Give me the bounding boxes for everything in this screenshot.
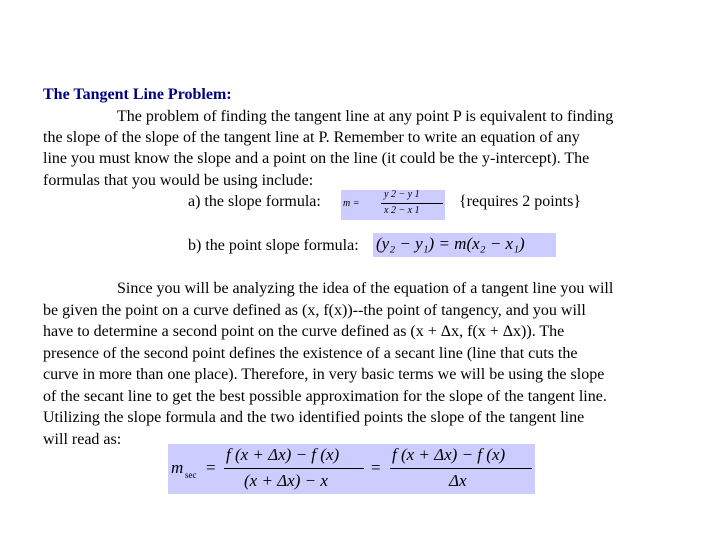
slope-formula-box [341, 190, 445, 220]
paragraph1-line-3: line you must know the slope and a point on the line (it could be the y-intercept). The [43, 150, 590, 167]
slope-formula-label: a) the slope formula: [188, 193, 321, 210]
secant-subscript: sec [185, 470, 197, 480]
slope-formula-lhs: m = [343, 198, 360, 209]
paragraph1-line-4: formulas that you would be using include: [43, 172, 314, 189]
point-slope-formula: (y₂ − y₁) = m(x₂ − x₁) [376, 234, 525, 253]
secant-fraction-bar-2 [390, 468, 532, 469]
slope-fraction-bar [381, 203, 443, 204]
secant-formula-box [168, 444, 535, 494]
point-slope-label: b) the point slope formula: [188, 237, 359, 254]
secant-denominator-1: (x + Δx) − x [244, 471, 328, 490]
secant-m: m [171, 458, 184, 477]
section-title: The Tangent Line Problem: [43, 86, 232, 103]
paragraph1-line-1: The problem of finding the tangent line at any point P is equivalent to finding [117, 108, 614, 125]
paragraph2-line-7: Utilizing the slope formula and the two identified points the slope of the tangent line [43, 409, 585, 426]
secant-denominator-2: Δx [449, 471, 467, 490]
secant-fraction-bar-1 [224, 468, 364, 469]
secant-equals-2: = [371, 458, 381, 477]
paragraph2-line-3: have to determine a second point on the curve defined as (x + Δx, f(x + Δx)). The [43, 323, 565, 340]
secant-numerator-2: f (x + Δx) − f (x) [392, 445, 506, 464]
paragraph2-line-5: curve in more than one place). Therefore, in very basic terms we will be using the slope [43, 366, 605, 383]
secant-equals-1: = [206, 458, 216, 477]
paragraph2-line-8: will read as: [43, 431, 122, 448]
paragraph2-line-6: of the secant line to get the best possible approximation for the slope of the tangent line. [43, 388, 607, 405]
paragraph2-line-1: Since you will be analyzing the idea of the equation of a tangent line you will [117, 280, 614, 297]
secant-numerator-1: f (x + Δx) − f (x) [226, 445, 340, 464]
paragraph1-line-2: the slope of the slope of the tangent line at P. Remember to write an equation of any [43, 129, 580, 146]
paragraph2-line-2: be given the point on a curve defined as (x, f(x))--the point of tangency, and you will [43, 302, 586, 319]
slope-formula-denominator: x 2 − x 1 [384, 205, 420, 216]
point-slope-box [373, 233, 556, 257]
slope-formula-note: {requires 2 points} [459, 193, 582, 210]
slope-formula-numerator: y 2 − y 1 [384, 189, 420, 200]
paragraph2-line-4: presence of the second point defines the existence of a secant line (line that cuts the [43, 345, 578, 362]
